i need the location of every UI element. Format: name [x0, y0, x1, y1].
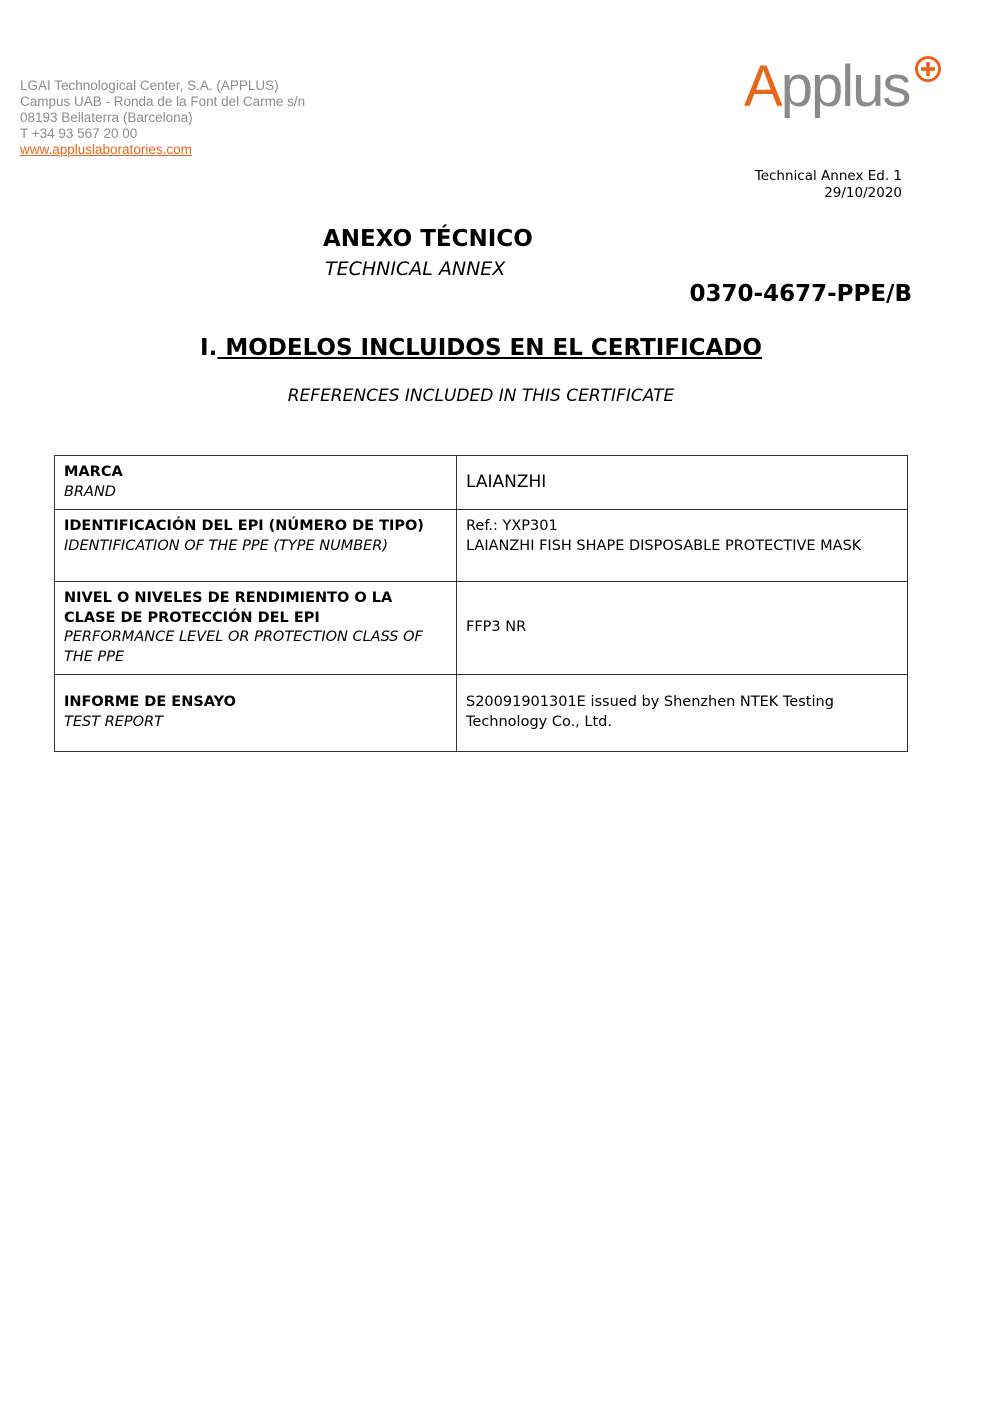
value-cell [457, 675, 908, 752]
label-cell [55, 675, 457, 752]
section-subtitle: REFERENCES INCLUDED IN THIS CERTIFICATE [287, 386, 675, 406]
edition-label: Technical Annex Ed. 1 [754, 168, 902, 184]
label-en: PERFORMANCE LEVEL OR PROTECTION CLASS OF THE PPE [64, 629, 423, 665]
table-row [55, 675, 908, 752]
address-line: Campus UAB - Ronda de la Font del Carme s/n [20, 94, 306, 109]
section-number: I. [200, 335, 218, 361]
label-en: IDENTIFICATION OF THE PPE (TYPE NUMBER) [64, 537, 389, 554]
section-title: MODELOS INCLUIDOS EN EL CERTIFICADO [217, 335, 762, 361]
value: Ref.: YXP301 LAIANZHI FISH SHAPE DISPOSABLE PROTECTIVE MASK [466, 518, 862, 554]
value-cell [457, 510, 908, 582]
label-cell [55, 456, 457, 510]
table-row [55, 456, 908, 510]
certificate-number: 0370-4677-PPE/B [689, 281, 912, 307]
edition-info [755, 168, 902, 202]
value: LAIANZHI [466, 471, 547, 492]
section-heading [0, 335, 962, 361]
value: FFP3 NR [466, 619, 527, 636]
label-es: NIVEL O NIVELES DE RENDIMIENTO O LA CLASE DE PROTECCIÓN DEL EPI [64, 590, 393, 626]
title-english: TECHNICAL ANNEX [325, 258, 506, 280]
plus-icon [914, 55, 942, 83]
value: S20091901301E issued by Shenzhen NTEK Testing Technology Co., Ltd. [466, 694, 834, 730]
logo-wordmark: Applus [744, 54, 910, 119]
value-cell [457, 582, 908, 675]
applus-logo [744, 55, 944, 125]
company-address [20, 78, 305, 158]
references-table [54, 455, 908, 752]
address-line: LGAI Technological Center, S.A. (APPLUS) [20, 78, 279, 93]
table-row [55, 582, 908, 675]
title-spanish: ANEXO TÉCNICO [323, 226, 533, 252]
label-cell [55, 510, 457, 582]
label-es: INFORME DE ENSAYO [64, 694, 236, 710]
address-line: T +34 93 567 20 00 [20, 126, 138, 141]
label-en: BRAND [64, 483, 116, 500]
table-row [55, 510, 908, 582]
label-en: TEST REPORT [64, 713, 164, 730]
edition-date: 29/10/2020 [824, 185, 902, 201]
address-line: 08193 Bellaterra (Barcelona) [20, 110, 193, 125]
label-cell [55, 582, 457, 675]
website-link[interactable]: www.appluslaboratories.com [20, 142, 192, 157]
value-cell [457, 456, 908, 510]
label-es: IDENTIFICACIÓN DEL EPI (NÚMERO DE TIPO) [64, 518, 424, 534]
label-es: MARCA [64, 464, 123, 480]
